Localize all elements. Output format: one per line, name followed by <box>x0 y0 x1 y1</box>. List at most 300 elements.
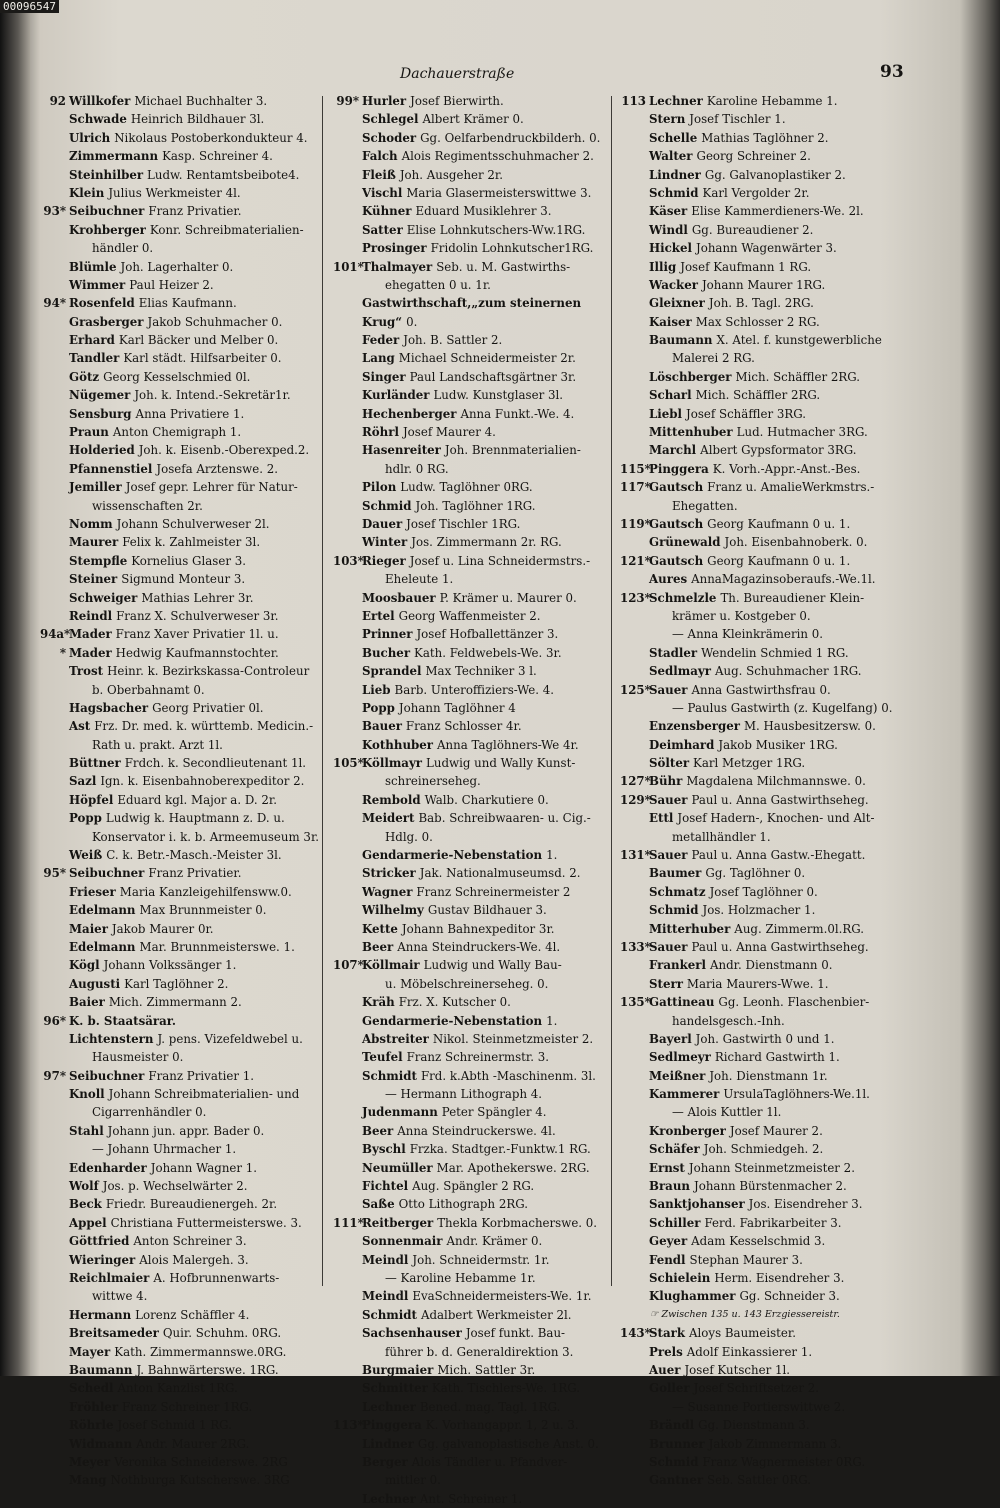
directory-entry <box>40 1067 318 1085</box>
directory-entry <box>333 1122 611 1140</box>
resident-details: Hedwig Kaufmannstochter. <box>115 645 279 660</box>
directory-entry <box>40 1030 318 1048</box>
resident-details: Paul u. Anna Gastwirthseheg. <box>691 792 869 807</box>
resident-details: Georg Kaufmann 0 u. 1. <box>707 516 851 531</box>
resident-details: Kath. Zimmermannswe.0RG. <box>114 1344 287 1359</box>
directory-entry <box>620 441 920 459</box>
resident-name: Feder <box>362 333 400 348</box>
resident-name: Bucher <box>362 645 411 660</box>
resident-name: Maier <box>69 921 108 936</box>
resident-details: Gg. Taglöhner 0. <box>705 866 806 881</box>
resident-details: Johann Bürstenmacher 2. <box>693 1179 847 1194</box>
resident-details: Anton Schreiner 3. <box>133 1234 247 1249</box>
directory-entry <box>40 239 318 257</box>
resident-details: Franz Privatier 1. <box>148 1068 254 1083</box>
directory-entry <box>40 441 318 459</box>
resident-details: Nothburga Kutscherswe. 3RG <box>110 1473 290 1488</box>
resident-details: Gg. galvanoplastische Anst. 0. <box>417 1436 599 1451</box>
resident-details: Johann Volkssänger 1. <box>103 958 237 973</box>
resident-name: Beer <box>362 1123 394 1138</box>
directory-entry <box>40 754 318 772</box>
directory-entry <box>333 331 611 349</box>
directory-entry <box>333 570 611 588</box>
resident-details: Kornelius Glaser 3. <box>131 553 246 568</box>
resident-details: M. Hausbesitzersw. 0. <box>743 719 876 734</box>
resident-details: Lud. Hutmacher 3RG. <box>736 425 868 440</box>
directory-entry <box>333 1287 611 1305</box>
resident-details: Gg. Schneider 3. <box>739 1289 840 1304</box>
resident-details: Malerei 2 RG. <box>672 351 755 366</box>
resident-name: Edelmann <box>69 939 136 954</box>
resident-details: Heinr. k. Bezirkskassa-Controleur <box>107 664 310 679</box>
resident-name: Löschberger <box>649 369 732 384</box>
resident-name: Lechner <box>362 1399 416 1414</box>
house-number: 119* <box>620 516 651 531</box>
resident-details: — Susanne Portierswittwe 2. <box>672 1399 846 1414</box>
resident-name: Aures <box>649 572 688 587</box>
resident-details: Johann Schreibmaterialien- und <box>108 1087 300 1102</box>
resident-details: K. Vorh.-Appr.-Anst.-Bes. <box>712 461 861 476</box>
directory-entry <box>40 993 318 1011</box>
directory-entry <box>40 699 318 717</box>
resident-details: Ludw. Taglöhner 0RG. <box>400 480 533 495</box>
directory-entry <box>333 478 611 496</box>
directory-entry <box>333 1471 611 1489</box>
directory-entry <box>620 1085 920 1103</box>
resident-details: Gg. Oelfarbendruckbilderh. 0. <box>420 130 601 145</box>
directory-entry <box>620 533 920 551</box>
directory-entry <box>620 552 920 570</box>
resident-details: Anton Kanzlist 1RG. <box>117 1381 238 1396</box>
resident-name: Schielein <box>649 1271 711 1285</box>
directory-entry <box>333 221 611 239</box>
resident-details: Alois Tändler u. Pfandver- <box>411 1454 568 1469</box>
resident-name: Bauer <box>362 719 402 734</box>
resident-details: UrsulaTaglöhners-We.1l. <box>723 1087 870 1102</box>
resident-name: Gautsch <box>649 553 704 568</box>
directory-entry <box>620 1435 920 1453</box>
resident-details: Adalbert Werkmeister 2l. <box>420 1307 572 1322</box>
resident-name: Stern <box>649 112 686 127</box>
resident-name: Popp <box>362 700 395 715</box>
resident-details: ☞ Zwischen 135 u. 143 Erzgiessereistr. <box>650 1308 840 1320</box>
directory-entry <box>40 883 318 901</box>
resident-details: Josef Schäffler 3RG. <box>686 406 806 421</box>
resident-name: Steinhilber <box>69 167 144 182</box>
directory-entry <box>40 166 318 184</box>
resident-details: Paul u. Anna Gastw.-Ehegatt. <box>691 848 866 863</box>
house-number: 113* <box>333 1418 364 1433</box>
resident-name: Pfannenstiel <box>69 461 153 476</box>
resident-details: Albert Krämer 0. <box>422 112 524 127</box>
directory-entry <box>40 864 318 882</box>
directory-entry <box>620 1361 920 1379</box>
house-number: 135* <box>620 995 651 1010</box>
directory-entry <box>40 478 318 496</box>
resident-name: Köllmair <box>362 958 420 973</box>
resident-name: Marchl <box>649 443 697 458</box>
resident-name: Schlegel <box>362 112 419 127</box>
directory-entry <box>40 625 318 643</box>
resident-details: Josef gepr. Lehrer für Natur- <box>125 480 298 495</box>
resident-name: Burgmaier <box>362 1362 434 1377</box>
directory-entry <box>333 883 611 901</box>
resident-details: Bab. Schreibwaaren- u. Cig.- <box>418 811 591 826</box>
resident-name: Enzensberger <box>649 719 740 734</box>
resident-details: Walb. Charkutiere 0. <box>424 792 549 807</box>
directory-entry <box>40 1343 318 1361</box>
resident-details: Frz. Dr. med. k. württemb. Medicin.- <box>94 719 314 734</box>
resident-details: Elise Kammerdieners-We. 2l. <box>691 204 864 219</box>
resident-name: Bühr <box>649 774 683 789</box>
resident-details: wittwe 4. <box>92 1289 148 1304</box>
resident-details: Franz u. AmalieWerkmstrs.- <box>707 480 875 495</box>
directory-entry <box>620 368 920 386</box>
directory-entry <box>333 202 611 220</box>
directory-entry <box>620 883 920 901</box>
resident-details: Gg. Galvanoplastiker 2. <box>704 167 846 182</box>
resident-details: Josef Maurer 2. <box>729 1123 823 1138</box>
resident-details: Franz Privatier. <box>148 866 242 881</box>
resident-name: Holderied <box>69 443 135 458</box>
resident-details: Paul Heizer 2. <box>129 277 214 292</box>
resident-name: Wieringer <box>69 1252 136 1267</box>
resident-name: Grünewald <box>649 535 721 550</box>
directory-entry <box>40 1103 318 1121</box>
directory-entry <box>620 864 920 882</box>
resident-name: Gleixner <box>649 296 705 311</box>
resident-name: Meidert <box>362 811 415 826</box>
directory-entry <box>620 1471 920 1489</box>
resident-details: Cigarrenhändler 0. <box>92 1105 207 1120</box>
directory-entry <box>620 1287 920 1305</box>
resident-details: Nikol. Steinmetzmeister 2. <box>432 1031 594 1046</box>
resident-name: Tandler <box>69 351 120 366</box>
resident-details: Eduard Musiklehrer 3. <box>415 204 552 219</box>
resident-details: Mar. Brunnmeisterswe. 1. <box>139 939 295 954</box>
resident-name: Lindner <box>362 1436 414 1451</box>
directory-entry <box>620 497 920 515</box>
directory-entry <box>620 331 920 349</box>
directory-entry <box>620 1251 920 1269</box>
house-number: 93* <box>43 204 66 219</box>
resident-details: ehegatten 0 u. 1r. <box>385 277 491 292</box>
resident-details: Thekla Korbmacherswe. 0. <box>437 1215 598 1230</box>
directory-entry <box>40 423 318 441</box>
directory-entry <box>40 938 318 956</box>
resident-name: Vischl <box>362 185 403 200</box>
resident-name: Nügemer <box>69 388 131 403</box>
directory-entry <box>620 147 920 165</box>
directory-entry <box>620 993 920 1011</box>
directory-entry <box>40 1416 318 1434</box>
resident-name: Lechner <box>649 94 703 108</box>
resident-details: Joh. Schneidermstr. 1r. <box>412 1252 550 1267</box>
directory-entry <box>40 386 318 404</box>
directory-entry <box>620 1159 920 1177</box>
directory-entry <box>40 607 318 625</box>
resident-name: Prosinger <box>362 241 427 256</box>
directory-entry <box>333 1435 611 1453</box>
resident-details: P. Krämer u. Maurer 0. <box>439 590 577 605</box>
directory-entry <box>333 110 611 128</box>
resident-name: Pilon <box>362 480 397 495</box>
resident-name: Nomm <box>69 516 113 531</box>
resident-details: Michael Buchhalter 3. <box>134 94 268 108</box>
resident-details: Konr. Schreibmaterialien- <box>149 222 304 237</box>
house-number: 111* <box>333 1215 364 1230</box>
resident-details: Ehegatten. <box>672 498 738 513</box>
directory-entry <box>40 920 318 938</box>
resident-details: — Hermann Lithograph 4. <box>385 1087 543 1102</box>
resident-name: Frankerl <box>649 958 706 973</box>
directory-entry <box>40 901 318 919</box>
resident-name: Edelmann <box>69 903 136 918</box>
resident-name: Sölter <box>649 756 690 771</box>
resident-name: Seibuchner <box>69 204 145 219</box>
directory-entry <box>620 570 920 588</box>
resident-name: Beck <box>69 1197 102 1212</box>
resident-details: Johann Wagenwärter 3. <box>695 241 837 256</box>
directory-entry <box>40 552 318 570</box>
resident-name: Schedl <box>69 1381 114 1396</box>
directory-entry <box>620 221 920 239</box>
resident-name: Satter <box>362 222 403 237</box>
resident-details: Johann Wagner 1. <box>150 1160 258 1175</box>
directory-entry <box>333 828 611 846</box>
resident-details: J. Bahnwärterswe. 1RG. <box>136 1362 279 1377</box>
resident-name: Ettl <box>649 811 674 826</box>
resident-details: schreinerseheg. <box>385 774 481 789</box>
resident-name: Geyer <box>649 1234 688 1249</box>
directory-entry <box>333 1416 611 1434</box>
resident-details: Anna Steindruckers-We. 4l. <box>397 939 561 954</box>
resident-details: Gg. Dienstmann 3. <box>698 1418 810 1433</box>
house-number: 95* <box>43 866 66 881</box>
resident-details: Georg Waffenmeister 2. <box>398 608 541 623</box>
resident-name: Kammerer <box>649 1087 720 1102</box>
resident-details: Josef Schriftsetzer 2. <box>693 1381 820 1396</box>
resident-name: Schmatz <box>649 884 706 899</box>
resident-name: Hagsbacher <box>69 700 149 715</box>
directory-entry <box>333 1398 611 1416</box>
directory-entry <box>620 184 920 202</box>
resident-name: Kothhuber <box>362 737 434 752</box>
directory-entry <box>40 1269 318 1287</box>
resident-name: Gautsch <box>649 516 704 531</box>
directory-entry <box>40 515 318 533</box>
directory-entry <box>333 809 611 827</box>
directory-entry <box>333 644 611 662</box>
resident-name: Krohberger <box>69 222 146 237</box>
resident-name: Fichtel <box>362 1179 409 1194</box>
resident-name: Köllmayr <box>362 756 423 771</box>
resident-name: Augusti <box>69 976 121 991</box>
directory-entry <box>40 533 318 551</box>
directory-entry <box>40 92 318 110</box>
directory-entry <box>333 405 611 423</box>
directory-entry <box>620 1195 920 1213</box>
directory-entry <box>333 1269 611 1287</box>
directory-entry <box>333 1214 611 1232</box>
resident-details: Quir. Schuhm. 0RG. <box>162 1326 282 1341</box>
house-number: 131* <box>620 848 651 863</box>
directory-entry <box>620 772 920 790</box>
directory-entry <box>333 956 611 974</box>
resident-name: Willkofer <box>69 94 131 108</box>
directory-entry <box>620 736 920 754</box>
resident-name: Gastwirthschaft,„zum steinernen <box>362 296 582 311</box>
resident-details: Aloys Baumeister. <box>689 1326 796 1341</box>
resident-details: Fridolin Lohnkutscher1RG. <box>430 241 594 256</box>
resident-name: Mittenhuber <box>649 425 733 440</box>
resident-name: Baier <box>69 995 105 1010</box>
resident-name: Reindl <box>69 608 113 623</box>
resident-name: Liebl <box>649 406 683 421</box>
directory-entry <box>620 386 920 404</box>
directory-entry <box>620 1048 920 1066</box>
directory-entry <box>620 754 920 772</box>
resident-details: Karl Bäcker und Melber 0. <box>118 333 279 348</box>
directory-entry <box>620 828 920 846</box>
house-number: 113 <box>621 94 646 108</box>
directory-entry <box>333 386 611 404</box>
resident-name: Kögl <box>69 958 100 973</box>
resident-details: Joh. Dienstmann 1r. <box>709 1068 828 1083</box>
resident-details: Stephan Maurer 3. <box>689 1252 803 1267</box>
house-number: 97* <box>43 1068 66 1083</box>
resident-details: Josefa Arztenswe. 2. <box>156 461 278 476</box>
resident-details: Adam Kesselschmid 3. <box>691 1234 826 1249</box>
directory-entry <box>333 717 611 735</box>
directory-entry <box>620 405 920 423</box>
directory-entry <box>333 276 611 294</box>
resident-details: Georg Schreiner 2. <box>696 149 811 164</box>
resident-details: Ludwig und Wally Kunst- <box>426 756 576 771</box>
resident-name: Ertel <box>362 608 395 623</box>
resident-details: Georg Kaufmann 0 u. 1. <box>707 553 851 568</box>
resident-name: Schmidt <box>362 1068 417 1083</box>
resident-name: Sauer <box>649 792 688 807</box>
directory-entry <box>333 1048 611 1066</box>
resident-details: Anna Funkt.-We. 4. <box>460 406 575 421</box>
directory-entry <box>40 1159 318 1177</box>
resident-name: Sanktjohanser <box>649 1197 745 1212</box>
directory-entry <box>620 110 920 128</box>
resident-name: Wolf <box>69 1179 99 1194</box>
resident-details: 1. <box>546 1013 558 1028</box>
resident-details: Josef funkt. Bau- <box>465 1326 566 1341</box>
directory-entry <box>620 1177 920 1195</box>
directory-entry <box>333 1379 611 1397</box>
resident-details: Aug. Spängler 2 RG. <box>412 1179 535 1194</box>
resident-details: — Alois Kuttler 1l. <box>672 1105 782 1120</box>
resident-details: Felix k. Zahlmeister 3l. <box>122 535 261 550</box>
resident-name: Jemiller <box>69 480 122 495</box>
directory-entry <box>40 956 318 974</box>
resident-details: b. Oberbahnamt 0. <box>92 682 205 697</box>
resident-name: Klughammer <box>649 1289 736 1304</box>
directory-entry <box>40 1379 318 1397</box>
resident-details: Anna Taglöhners-We 4r. <box>437 737 579 752</box>
directory-entry <box>620 460 920 478</box>
resident-details: — Paulus Gastwirth (z. Kugelfang) 0. <box>672 700 893 715</box>
directory-entry <box>40 405 318 423</box>
directory-entry <box>40 846 318 864</box>
directory-entry <box>40 772 318 790</box>
resident-details: 0. <box>406 314 418 329</box>
directory-entry <box>333 754 611 772</box>
resident-name: Singer <box>362 369 406 384</box>
directory-entry <box>40 184 318 202</box>
resident-name: Meyer <box>69 1454 111 1469</box>
directory-entry <box>40 202 318 220</box>
resident-name: Berger <box>362 1454 408 1469</box>
resident-details: Ludwig k. Hauptmann z. D. u. <box>105 811 285 826</box>
resident-name: Kaiser <box>649 314 692 329</box>
resident-details: Ludw. Rentamtsbeibote4. <box>147 167 300 182</box>
resident-name: Göttfried <box>69 1234 130 1249</box>
resident-details: Heinrich Bildhauer 3l. <box>130 112 265 127</box>
resident-details: Gg. Leonh. Flaschenbier- <box>718 995 870 1010</box>
directory-entry <box>333 736 611 754</box>
directory-entry <box>40 1214 318 1232</box>
directory-entry <box>333 515 611 533</box>
resident-details: Josef Maurer 4. <box>402 425 496 440</box>
directory-entry <box>620 625 920 643</box>
resident-name: Pinggera <box>362 1418 422 1433</box>
directory-entry <box>40 1251 318 1269</box>
directory-entry <box>620 1416 920 1434</box>
directory-entry <box>40 1324 318 1342</box>
resident-details: Joh. Ausgeher 2r. <box>399 167 504 182</box>
resident-details: Jakob Schuhmacher 0. <box>147 314 283 329</box>
resident-details: Mich. Schäffler 2RG. <box>735 369 861 384</box>
resident-details: AnnaMagazinsoberaufs.-We.1l. <box>691 572 876 587</box>
resident-details: Anna Privatiere 1. <box>135 406 245 421</box>
directory-entry <box>333 1251 611 1269</box>
resident-name: Hermann <box>69 1307 132 1322</box>
resident-details: Josef Hadern-, Knochen- und Alt- <box>677 811 875 826</box>
resident-details: Elias Kaufmann. <box>138 296 237 311</box>
resident-details: Josef Hofballettänzer 3. <box>416 627 559 642</box>
resident-details: Gg. Bureaudiener 2. <box>691 222 814 237</box>
resident-details: Rath u. prakt. Arzt 1l. <box>92 737 223 752</box>
house-number: 123* <box>620 590 651 605</box>
directory-entry <box>40 276 318 294</box>
directory-entry <box>620 791 920 809</box>
resident-name: Wilhelmy <box>362 903 424 918</box>
resident-details: Eheleute 1. <box>385 572 454 587</box>
resident-name: Schweiger <box>69 590 138 605</box>
resident-name: Brunner <box>649 1436 705 1451</box>
resident-details: Wendelin Schmied 1 RG. <box>701 645 849 660</box>
resident-details: Johann Steinmetzmeister 2. <box>688 1160 855 1175</box>
directory-entry <box>40 147 318 165</box>
resident-details: Karl städt. Hilfsarbeiter 0. <box>123 351 282 366</box>
directory-entry <box>620 313 920 331</box>
resident-details: Franz Schreinermeister 2 <box>416 884 571 899</box>
resident-name: Stark <box>649 1326 686 1341</box>
resident-name: Widmann <box>69 1436 133 1451</box>
resident-name: Stadler <box>649 645 698 660</box>
directory-entry <box>333 1177 611 1195</box>
resident-name: Pinggera <box>649 461 709 476</box>
resident-name: Rosenfeld <box>69 296 135 311</box>
directory-entry <box>620 129 920 147</box>
resident-name: Hickel <box>649 241 692 256</box>
directory-entry <box>620 202 920 220</box>
